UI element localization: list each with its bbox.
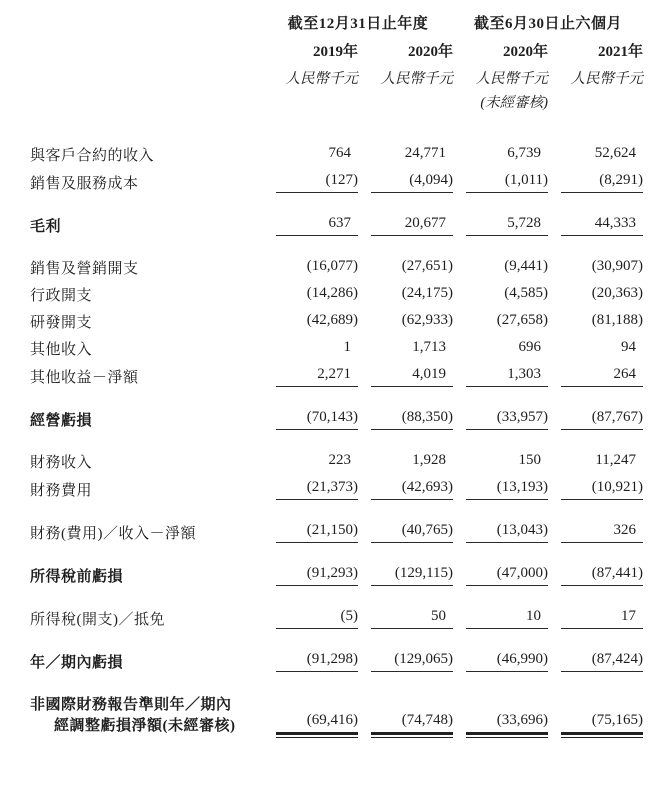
amount: 44,333 [561, 215, 643, 236]
table-row [30, 473, 643, 501]
amount: 52,624 [594, 145, 637, 161]
cell-value [263, 360, 358, 388]
amount: 637 [276, 215, 358, 236]
unaudited-note-row [30, 90, 643, 112]
amount: 17 [561, 608, 643, 629]
cell-value [548, 166, 643, 194]
cell-value [263, 166, 358, 194]
cell-value [453, 194, 548, 237]
amount: 94 [621, 339, 637, 355]
cell-value [263, 431, 358, 473]
amount: 2,271 [276, 366, 358, 387]
row-label-line: 行政開支 [30, 288, 93, 304]
table-row [30, 544, 643, 587]
row-label-line: 財務(費用)／收入－淨額 [30, 526, 196, 542]
row-label [30, 388, 263, 431]
cell-value [358, 501, 453, 544]
amount: 4,019 [371, 366, 453, 387]
table-row [30, 194, 643, 237]
unaudited-note: (未經審核) [480, 95, 549, 111]
cell-value [358, 360, 453, 388]
amount: (13,193) [466, 479, 548, 500]
cell-value [453, 473, 548, 501]
amount: 10 [466, 608, 548, 629]
cell-value [548, 630, 643, 673]
row-label-line: 財務費用 [30, 483, 93, 499]
cell-value [263, 194, 358, 237]
cell-value [358, 194, 453, 237]
table-row [30, 630, 643, 673]
cell-value [358, 388, 453, 431]
cell-value [548, 501, 643, 544]
amount: (33,957) [466, 409, 548, 430]
cell-value [263, 388, 358, 431]
cell-value [548, 544, 643, 587]
amount: (46,990) [466, 651, 548, 672]
cell-value [358, 630, 453, 673]
table-row [30, 237, 643, 279]
cell-value [263, 279, 358, 306]
income-statement-table [30, 12, 643, 736]
row-label [30, 673, 263, 736]
row-label [30, 587, 263, 630]
table-row [30, 388, 643, 431]
table-row [30, 306, 643, 333]
amount: 11,247 [595, 452, 637, 468]
cell-value [453, 388, 548, 431]
amount: (69,416) [276, 712, 358, 735]
cell-value [263, 587, 358, 630]
amount: (40,765) [371, 522, 453, 543]
amount: (87,441) [561, 565, 643, 586]
cell-value [263, 473, 358, 501]
table-row [30, 279, 643, 306]
cell-value [358, 237, 453, 279]
amount: (21,373) [276, 479, 358, 500]
cell-value [453, 630, 548, 673]
cell-value [548, 112, 643, 166]
cell-value [453, 333, 548, 360]
amount: (74,748) [371, 712, 453, 735]
cell-value [358, 279, 453, 306]
row-label [30, 544, 263, 587]
amount: (13,043) [466, 522, 548, 543]
amount: 6,739 [507, 145, 542, 161]
cell-value [263, 673, 358, 736]
cell-value [453, 587, 548, 630]
amount: (70,143) [276, 409, 358, 430]
amount: (42,689) [306, 312, 358, 328]
amount: 50 [371, 608, 453, 629]
row-label-line: 所得稅前虧損 [30, 569, 124, 585]
cell-value [263, 333, 358, 360]
header-spacer [30, 12, 263, 40]
row-label [30, 279, 263, 306]
cell-value [548, 237, 643, 279]
row-label [30, 333, 263, 360]
amount: 1,303 [466, 366, 548, 387]
table-header [30, 12, 643, 112]
currency-unit-label: 人民幣千元 [475, 71, 549, 87]
cell-value [548, 388, 643, 431]
cell-value [548, 673, 643, 736]
amount: (127) [276, 172, 358, 193]
table-row [30, 673, 643, 736]
amount: 1,713 [412, 339, 447, 355]
amount: (27,651) [401, 258, 454, 274]
row-label-line: 其他收入 [30, 342, 93, 358]
amount: (62,933) [401, 312, 454, 328]
amount: (1,011) [466, 172, 548, 193]
amount: (75,165) [561, 712, 643, 735]
cell-value [453, 279, 548, 306]
cell-value [453, 673, 548, 736]
cell-value [453, 306, 548, 333]
amount: (30,907) [591, 258, 644, 274]
amount: (14,286) [306, 285, 358, 301]
cell-value [548, 431, 643, 473]
row-label-line: 銷售及營銷開支 [30, 261, 139, 277]
cell-value [263, 544, 358, 587]
year-header-row [30, 40, 643, 67]
row-label-line: 研發開支 [30, 315, 93, 331]
cell-value [358, 112, 453, 166]
amount: (81,188) [591, 312, 644, 328]
cell-value [548, 333, 643, 360]
amount: (129,065) [371, 651, 453, 672]
row-label [30, 166, 263, 194]
row-label-line: 毛利 [30, 219, 62, 235]
cell-value [358, 673, 453, 736]
cell-value [263, 501, 358, 544]
cell-value [548, 279, 643, 306]
amount: (8,291) [561, 172, 643, 193]
table-row [30, 501, 643, 544]
cell-value [358, 587, 453, 630]
amount: 20,677 [371, 215, 453, 236]
table-row [30, 166, 643, 194]
cell-value [358, 431, 453, 473]
amount: (42,693) [371, 479, 453, 500]
header-spacer [263, 90, 358, 112]
cell-value [263, 630, 358, 673]
row-label-line: 非國際財務報告準則年／期內 [30, 697, 232, 713]
header-spacer [358, 90, 453, 112]
amount: (91,293) [276, 565, 358, 586]
header-spacer [30, 40, 263, 67]
amount: (4,585) [504, 285, 549, 301]
amount: 150 [518, 452, 542, 468]
row-label [30, 473, 263, 501]
amount: (9,441) [504, 258, 549, 274]
row-label-line: 銷售及服務成本 [30, 176, 139, 192]
cell-value [358, 544, 453, 587]
amount: 326 [561, 522, 643, 543]
year-header-2021: 2021年 [598, 44, 644, 60]
amount: (21,150) [276, 522, 358, 543]
row-label [30, 306, 263, 333]
cell-value [453, 166, 548, 194]
amount: (129,115) [371, 565, 453, 586]
row-label [30, 360, 263, 388]
year-header-2020-interim: 2020年 [503, 44, 549, 60]
row-label [30, 431, 263, 473]
row-label [30, 237, 263, 279]
amount: 1,928 [412, 452, 447, 468]
cell-value [263, 112, 358, 166]
cell-value [453, 360, 548, 388]
period-interim-header: 截至6月30日止六個月 [474, 16, 623, 32]
row-label-line: 與客戶合約的收入 [30, 148, 155, 164]
period-header-row [30, 12, 643, 40]
header-spacer [548, 90, 643, 112]
table-row [30, 333, 643, 360]
amount: (5) [276, 608, 358, 629]
amount: 24,771 [404, 145, 447, 161]
amount: (4,094) [371, 172, 453, 193]
cell-value [263, 237, 358, 279]
row-label-line: 經調整虧損淨額(未經審核) [54, 718, 236, 734]
amount: 764 [328, 145, 351, 161]
amount: 5,728 [466, 215, 548, 236]
cell-value [453, 501, 548, 544]
row-label [30, 112, 263, 166]
cell-value [358, 473, 453, 501]
row-label [30, 501, 263, 544]
amount: 1 [343, 339, 351, 355]
amount: 223 [328, 452, 351, 468]
row-label-line: 其他收益－淨額 [30, 370, 139, 386]
cell-value [358, 306, 453, 333]
amount: (10,921) [561, 479, 643, 500]
table-body [30, 112, 643, 736]
cell-value [453, 237, 548, 279]
table-row [30, 431, 643, 473]
row-label-line: 經營虧損 [30, 413, 93, 429]
currency-unit-row [30, 67, 643, 90]
amount: (33,696) [466, 712, 548, 735]
amount: 264 [561, 366, 643, 387]
row-label [30, 194, 263, 237]
row-label-line: 所得稅(開支)／抵免 [30, 612, 165, 628]
amount: (87,767) [561, 409, 643, 430]
table-row [30, 587, 643, 630]
row-label [30, 630, 263, 673]
cell-value [548, 587, 643, 630]
cell-value [548, 194, 643, 237]
table-row [30, 360, 643, 388]
cell-value [453, 544, 548, 587]
amount: 696 [518, 339, 542, 355]
cell-value [548, 473, 643, 501]
amount: (24,175) [401, 285, 454, 301]
cell-value [358, 333, 453, 360]
row-label-line: 年／期內虧損 [30, 655, 124, 671]
cell-value [453, 431, 548, 473]
table-row [30, 112, 643, 166]
amount: (16,077) [306, 258, 358, 274]
cell-value [548, 360, 643, 388]
cell-value [453, 112, 548, 166]
currency-unit-label: 人民幣千元 [570, 71, 644, 87]
cell-value [263, 306, 358, 333]
period-annual-header: 截至12月31日止年度 [287, 16, 429, 32]
header-spacer [30, 67, 263, 90]
cell-value [548, 306, 643, 333]
amount: (27,658) [496, 312, 549, 328]
amount: (88,350) [371, 409, 453, 430]
header-spacer [30, 90, 263, 112]
year-header-2019: 2019年 [312, 44, 358, 60]
amount: (91,298) [276, 651, 358, 672]
cell-value [358, 166, 453, 194]
row-label-line: 財務收入 [30, 455, 93, 471]
currency-unit-label: 人民幣千元 [380, 71, 454, 87]
amount: (47,000) [466, 565, 548, 586]
year-header-2020: 2020年 [408, 44, 454, 60]
amount: (87,424) [561, 651, 643, 672]
amount: (20,363) [591, 285, 644, 301]
currency-unit-label: 人民幣千元 [285, 71, 358, 87]
